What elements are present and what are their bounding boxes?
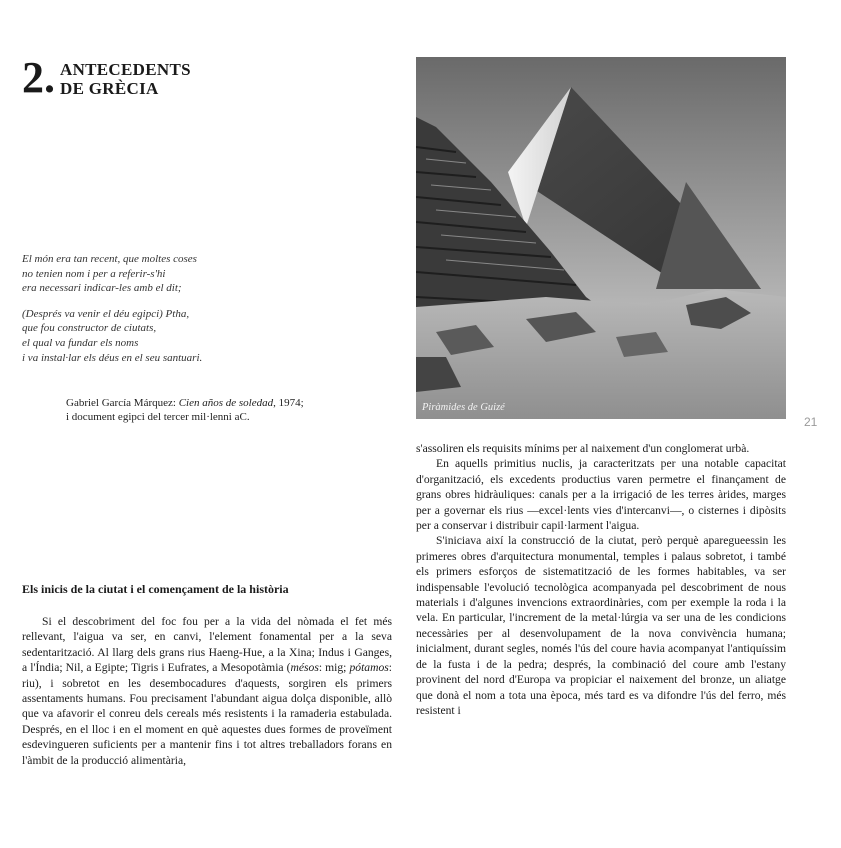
epigraph [22,252,342,376]
epigraph-stanza-1 [22,252,342,296]
pyramids-illustration [416,57,786,419]
epigraph-attribution [66,396,366,424]
section-heading: Els inicis de la ciutat i el començament de la història [22,582,289,596]
epigraph-line: que fou constructor de ciutats, [22,322,157,335]
left-column [22,614,392,768]
attribution-year: , 1974; [273,397,304,409]
chapter-number: 2. [22,53,55,102]
left-text-c: : riu), i sobretot en les desembocadures d'aquests, sorgiren els primers assentaments humans. Fou precisament l'abundant aigua dolça disponible, allò que va afavorir el conreu dels cereals més resistents i la ramaderia estabulada. Després, en el lloc i en el moment en què aquestes dues formes de proveïment esdevingueren suficients per a mantenir fins i tot altres treballadors forans en l'àmbit de la producció alimentària, [22,661,392,767]
epigraph-stanza-2 [22,307,342,365]
right-paragraph-2: En aquells primitius nuclis, ja caracteritzats per una notable capacitat d'organització, els excedents productius varen permetre el finançament de grans obres hidràuliques: canals per a la irrigació de les terres àrides, marges per a governar els rius —excel·lents vies d'intercanvi—, o cisternes i dipòsits per a conservar i distribuir capil·larment l'aigua. [416,457,786,533]
right-paragraph-3: S'iniciava així la construcció de la ciutat, però perquè aparegueessin les primeres obres d'arquitectura monumental, temples i palaus sobretot, i també els primers esforços de sistematització de les formes habitables, va ser indispensable l'evolució tecnològica acompanyada pel descobriment de nous materials i d'algunes invencions extraordinàries, com per exemple la roda i la vela. En particular, l'increment de la metal·lúrgia va ser una de les condicions necessàries per al desenvolupament de la nova convivència humana; inicialment, durant segles, només l'ús del coure havia acompanyat l'antiquíssim de la fusta i de la pedra; després, la combinació del coure amb l'estany provinent del nord d'Europa va propiciar el naixement del bronze, un aliatge que donà el nom a tota una època, més tard es va difondre l'ús del ferro, més resistent i [416,534,786,717]
attribution-work: Cien años de soledad [178,397,274,409]
attribution-source: i document egipci del tercer mil·lenni aC. [66,411,250,423]
pyramids-photo [416,57,786,419]
page-number: 21 [804,415,818,429]
epigraph-line: el qual va fundar els noms [22,336,139,349]
left-text-a: Si el descobriment del foc fou per a la vida del nòmada el fet més rellevant, l'aigua va ser, en canvi, l'element fonamental per a la seva sedentarització. Al llarg dels grans rius Haeng-Hue, a la Xina; Indus i Ganges, a l'Índia; Nil, a Egipte; Tigris i Eufrates, a Mesopotàmia ( [22,615,392,675]
chapter-title [60,60,191,98]
epigraph-line: era necessari indicar-les amb el dit; [22,282,182,295]
epigraph-line: no tenien nom i per a referir-s'hi [22,267,166,280]
right-paragraph-1: s'assoliren els requisits mínims per al naixement d'un conglomerat urbà. [416,442,750,455]
left-text-b: : mig; [318,661,350,675]
epigraph-line: i va instal·lar els déus en el seu santuari. [22,351,203,364]
right-column [416,441,786,718]
chapter-title-line1: ANTECEDENTS [60,60,191,79]
chapter-header [22,53,262,102]
epigraph-line: (Després va venir el déu egipci) Ptha, [22,307,190,320]
chapter-title-line2: DE GRÈCIA [60,79,159,98]
epigraph-line: El món era tan recent, que moltes coses [22,253,197,265]
left-paragraph [22,614,392,768]
attribution-author: Gabriel García Márquez: [66,397,176,409]
photo-caption: Piràmides de Guizé [422,402,505,413]
term-mesos: mésos [290,661,319,675]
term-potamos: pótamos [349,661,389,675]
